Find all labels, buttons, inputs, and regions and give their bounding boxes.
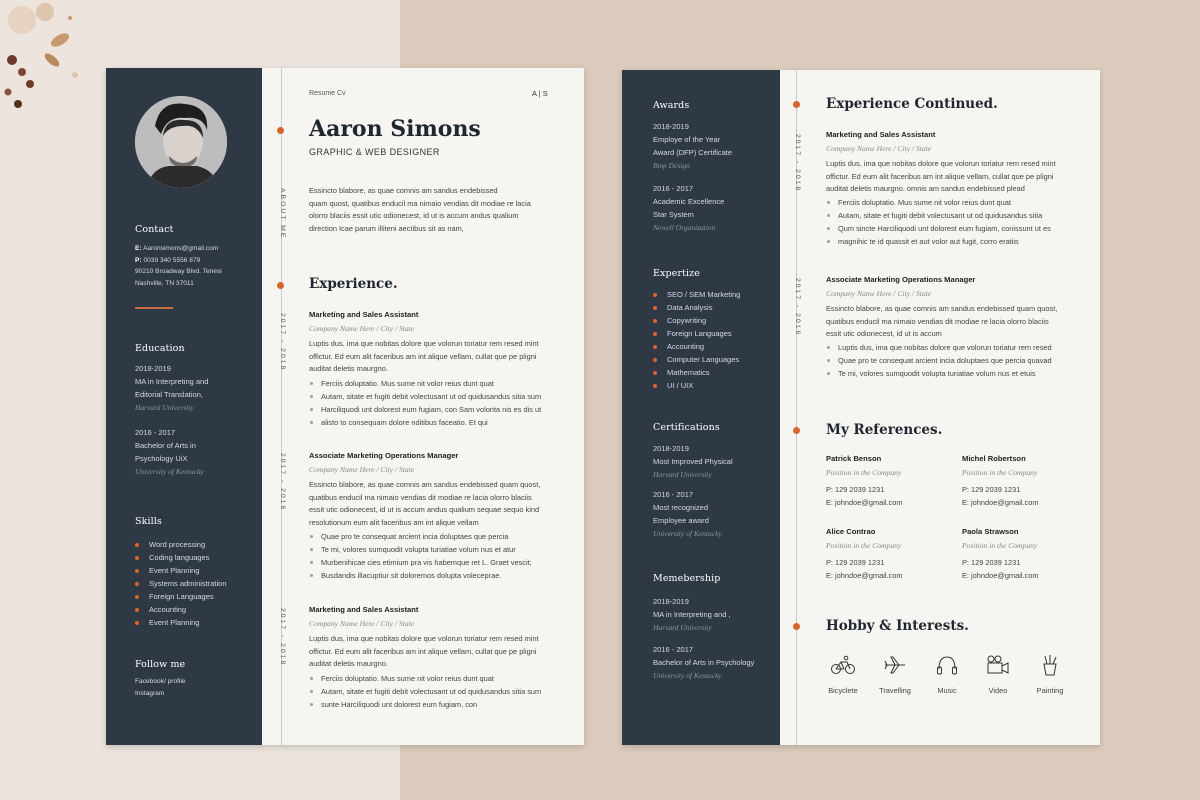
award-org: Bmp Design [653, 161, 690, 170]
expertize-item: Data Analysis [653, 301, 740, 314]
desc-line: offictur. Ed eum alit faceribus am int alique vellam, cullat que pe pligni [309, 646, 537, 656]
desc-line: Luptis dus, ima que nobitas dolore que volorun toriatur rem resed mint [826, 159, 1056, 168]
award-title: Academic Excellence [653, 197, 725, 206]
reference-contact [826, 556, 903, 582]
email-value[interactable]: Aaronsimons@gmail.com [143, 245, 219, 252]
job-title: Associate Marketing Operations Manager [309, 451, 459, 460]
company-line: Company Name Here / City / State [309, 619, 415, 628]
bullet-item: Luptis dus, ima que nobitas dolore que volorun toriatur rem resed [826, 341, 1088, 354]
reference-name: Alice Contrao [826, 527, 876, 536]
reference-name: Patrick Benson [826, 454, 882, 463]
education-years: 2016 - 2017 [135, 428, 176, 437]
job-description [826, 303, 1088, 341]
job-years-vertical: 2017 - 2016 [794, 278, 801, 337]
award-item-1 [653, 120, 778, 172]
hobby-label: Painting [1036, 686, 1064, 695]
desc-line: offictur. Ed eum alit faceribus am int alique vellam, cullat que pe pligni [826, 171, 1054, 181]
skill-item: Systems administration [135, 577, 227, 590]
skill-item: Accounting [135, 603, 227, 616]
hobby-item [1025, 654, 1075, 695]
job-bullets [309, 530, 571, 582]
reference-phone: P: 129 2039 1231 [826, 485, 885, 494]
desc-line: resolutionum eum alit faceribus am int alique vellam [309, 517, 479, 527]
desc-line: quatibus enducil ma nimaio vendias dit modiae re lacia olorro blaciis [309, 492, 532, 502]
about-vertical-label: ABOUT ME [279, 188, 286, 240]
instagram-link[interactable]: Instagram [135, 689, 165, 697]
certification-item-1 [653, 442, 778, 481]
cert-years: 2018-2019 [653, 444, 689, 453]
expertize-item: Accounting [653, 340, 740, 353]
desc-line: Essincto blabore, as quae comnis am sandus endebissed quam quost, [826, 304, 1058, 313]
facebook-link[interactable]: Facebook/ profile [135, 678, 186, 685]
reference-email[interactable]: E: johndoe@gmail.com [826, 498, 903, 507]
desc-line: offictur. Ed eum alit faceribus am int alique vellam, cullat que pe pligni [309, 351, 537, 361]
timeline-dot [277, 282, 284, 289]
skill-item: Event Planning [135, 616, 227, 629]
reference-email[interactable]: E: johndoe@gmail.com [962, 498, 1039, 507]
membership-title: MA in Interpreting and , [653, 610, 731, 619]
hobby-label: Travelling [879, 686, 911, 695]
company-line: Company Name Here / City / State [309, 324, 415, 333]
desc-line: quatibus enducil ma nimaio vendias dit modiae re lacia olorro blaciis [826, 316, 1049, 326]
timeline-dot [793, 623, 800, 630]
bullet-item: magnihic te id quassit et aut volor aut fugit, corro eratiis [826, 235, 1088, 248]
hobby-item [870, 654, 920, 695]
timeline-dot [793, 427, 800, 434]
bullet-item: alisto to consequam dolore nditibus faceatio. Et qui [309, 416, 571, 429]
desc-line: auditat deletis maurgno. [309, 659, 388, 669]
education-school: Harvard University [135, 403, 194, 412]
job-bullets [309, 672, 571, 711]
job-bullets [826, 196, 1088, 248]
airplane-icon [883, 654, 907, 676]
reference-role: Position in the Company [826, 468, 902, 477]
membership-org: Harvard University [653, 623, 712, 632]
job-description [309, 633, 571, 671]
company-line: Company Name Here / City / State [826, 144, 932, 153]
bullet-item: Qum sincte Harciliquodi unt dolorest eum fugiam, conissunt ut es [826, 222, 1088, 235]
about-line: Essincto blabore, as quae comnis am sandus endebissed [309, 186, 498, 195]
expertize-item: SEO / SEM Marketing [653, 288, 740, 301]
job-title: GRAPHIC & WEB DESIGNER [309, 147, 440, 157]
sidebar [622, 70, 780, 745]
timeline-dot [277, 127, 284, 134]
desc-line: essit utic odionecest, id ut is accum andus qualium sequae sequo kind [309, 505, 540, 515]
header-label: Resume Cv [309, 90, 346, 97]
address-line-2: Nashville, TN 37011 [135, 279, 194, 287]
reference-card [962, 527, 1039, 582]
cert-title: Most recognized [653, 503, 709, 512]
reference-card [826, 454, 903, 509]
reference-name: Paola Strawson [962, 527, 1019, 536]
bullet-item: Ferciis doluptatio. Mus sume nit volor reius dunt quat [826, 196, 1088, 209]
company-line: Company Name Here / City / State [309, 465, 415, 474]
accent-divider [135, 307, 173, 309]
expertize-item: Mathematics [653, 366, 740, 379]
email-label: E: [135, 245, 142, 252]
hobby-label: Bicyclete [828, 686, 858, 695]
job-years-vertical: 2017 - 2018 [794, 134, 801, 193]
reference-contact [962, 556, 1039, 582]
job-title: Marketing and Sales Assistant [826, 130, 936, 139]
initials: A | S [532, 89, 548, 98]
job-description [826, 158, 1088, 196]
headphones-icon [935, 654, 959, 676]
skills-heading: Skills [135, 516, 162, 527]
expertize-item: Computer Languages [653, 353, 740, 366]
experience-heading: Experience. [309, 276, 398, 292]
address-line-1: 90210 Broadway Blvd. Tenesi [135, 268, 222, 275]
bullet-item: Ferciis doluptatio. Mus sume nit volor reius dunt quat [309, 377, 571, 390]
desc-line: auditat deletis maurgno. omnis am sandus endebissed plead [826, 184, 1025, 194]
expertize-item: Foreign Languages [653, 327, 740, 340]
job-bullets [826, 341, 1088, 380]
job-bullets [309, 377, 571, 429]
education-heading: Education [135, 343, 185, 354]
education-item-1 [135, 362, 260, 414]
reference-contact [826, 483, 903, 509]
bullet-item: Quae pro te consequat arcient incia doluptaes que percia quavad [826, 354, 1088, 367]
reference-phone: P: 129 2039 1231 [962, 558, 1021, 567]
award-title-2: Award (DFP) Certificate [653, 148, 733, 157]
job-title: Marketing and Sales Assistant [309, 605, 419, 614]
expertize-heading: Expertize [653, 268, 700, 279]
bullet-item: Murbenihicae cies etimium pra vis habemque ret L. Graet vescit; [309, 556, 571, 569]
bullet-item: Autam, sitate et fugiti debit volectusant ut od quidusandus sitia sum [309, 390, 571, 403]
membership-title: Bachelor of Arts in Psychology [653, 658, 755, 667]
job-title: Associate Marketing Operations Manager [826, 275, 976, 284]
sidebar [106, 68, 262, 745]
cert-org: Harvard University [653, 470, 712, 479]
reference-email[interactable]: E: johndoe@gmail.com [826, 571, 903, 580]
education-degree: Bachelor of Arts in [135, 441, 196, 450]
job-description [309, 479, 571, 529]
bullet-item: Quae pro te consequat arcient incia doluptaes que percia [309, 530, 571, 543]
skill-item: Word processing [135, 538, 227, 551]
desc-line: Essincto blabore, as quae comnis am sandus endebissed quam quost, [309, 480, 541, 489]
portrait-image [135, 96, 227, 188]
membership-years: 2016 - 2017 [653, 645, 694, 654]
skill-item: Event Planning [135, 564, 227, 577]
reference-name: Michel Robertson [962, 454, 1026, 463]
membership-org: University of Kentucky [653, 671, 722, 680]
education-degree: MA in Interpreting and [135, 377, 209, 386]
phone-label: P: [135, 256, 142, 264]
education-years: 2018-2019 [135, 364, 171, 373]
bullet-item: Autam, sitate et fugiti debit volectusant ut od quidusandus sitia [826, 209, 1088, 222]
skills-list [135, 538, 227, 629]
award-years: 2016 - 2017 [653, 184, 694, 193]
hobby-item [973, 654, 1023, 695]
bullet-item: Busdandis illacuptiur sit doloremos dolupta volecepraе. [309, 569, 571, 582]
award-item-2 [653, 182, 778, 234]
reference-contact [962, 483, 1039, 509]
cert-org: University of Kentucky [653, 529, 722, 538]
bullet-item: Harciliquodi unt dolorest eum fugiam, con Sam volorita nis es dis ut [309, 403, 571, 416]
certification-item-2 [653, 488, 778, 540]
desc-line: auditat deletis maurgno. [309, 364, 388, 374]
education-degree-2: Editorial Translation, [135, 390, 203, 399]
resume-page-2 [622, 70, 1100, 745]
video-camera-icon [985, 654, 1011, 676]
follow-heading: Follow me [135, 659, 186, 670]
reference-role: Position in the Company [962, 468, 1038, 477]
cert-years: 2016 - 2017 [653, 490, 694, 499]
hobby-label: Video [988, 686, 1008, 695]
company-line: Company Name Here / City / State [826, 289, 932, 298]
bicycle-icon [831, 654, 855, 676]
certifications-heading: Certifications [653, 422, 720, 433]
bullet-item: sunte Harciliquodi unt dolorest eum fugiam, con [309, 698, 571, 711]
timeline-dot [793, 101, 800, 108]
hobby-item [922, 654, 972, 695]
expertize-list [653, 288, 740, 392]
cert-title: Most Improved Physical [653, 457, 733, 466]
about-line: olorro blaciis essit utic odionecest, id ut is accum andus qualium [309, 211, 519, 221]
award-title: Employe of the Year [653, 135, 721, 144]
job-years-vertical: 2017 - 2016 [279, 453, 286, 512]
person-name: Aaron Simons [309, 116, 481, 142]
follow-links [135, 676, 186, 699]
bullet-item: Te mi, volores sumquodit volupta turiatiae volum nus et atur [309, 543, 571, 556]
hobby-heading: Hobby & Interests. [826, 618, 969, 634]
award-org: Newell Organization [653, 223, 716, 232]
bullet-item: Autam, sitate et fugiti debit volectusant ut od quidusandus sitia sum [309, 685, 571, 698]
desc-line: Luptis dus, ima que nobitas dolore que volorun toriatur rem resed mint [309, 634, 539, 643]
about-line: quam quost, quatibus enducil ma nimaio vendias dit modiae re lacia [309, 198, 531, 208]
contact-heading: Contact [135, 224, 174, 235]
job-years-vertical: 2017 - 2018 [279, 313, 286, 372]
job-description [309, 338, 571, 376]
experience-continued-heading: Experience Continued. [826, 96, 998, 112]
awards-heading: Awards [653, 100, 690, 111]
membership-years: 2018-2019 [653, 597, 689, 606]
bullet-item: Te mi, volores sumquodit volupta turiatiae volum nus et etuis [826, 367, 1088, 380]
desc-line: essit utic odionecest, id ut is accum [826, 329, 942, 339]
education-degree-2: Psychology UiX [135, 454, 188, 463]
reference-card [826, 527, 903, 582]
contact-details [135, 243, 260, 289]
desc-line: Luptis dus, ima que nobitas dolore que volorun toriatur rem resed mint [309, 339, 539, 348]
reference-role: Position in the Company [962, 541, 1038, 550]
floral-decoration-icon [0, 0, 95, 120]
profile-photo [135, 96, 227, 188]
skill-item: Foreign Languages [135, 590, 227, 603]
about-text [309, 185, 569, 235]
resume-page-1 [106, 68, 584, 745]
education-item-2 [135, 426, 260, 478]
job-title: Marketing and Sales Assistant [309, 310, 419, 319]
references-heading: My References. [826, 422, 943, 438]
reference-role: Position in the Company [826, 541, 902, 550]
about-line: direction Icae parum illiteni aectibus sit as nam, [309, 223, 464, 233]
membership-item-2 [653, 643, 778, 682]
bullet-item: Ferciis doluptatio. Mus sume nit volor reius dunt quat [309, 672, 571, 685]
expertize-item: UI / UIX [653, 379, 740, 392]
reference-phone: P: 129 2039 1231 [962, 485, 1021, 494]
expertize-item: Copywriting [653, 314, 740, 327]
reference-card [962, 454, 1039, 509]
paint-brushes-icon [1038, 654, 1062, 676]
reference-phone: P: 129 2039 1231 [826, 558, 885, 567]
cert-title-2: Employee award [653, 516, 709, 525]
hobby-label: Music [937, 686, 957, 695]
reference-email[interactable]: E: johndoe@gmail.com [962, 571, 1039, 580]
phone-value: 0039 340 5556 879 [143, 256, 201, 264]
award-title-2: Star System [653, 210, 694, 219]
membership-heading: Memebership [653, 573, 721, 584]
skill-item: Coding languages [135, 551, 227, 564]
job-years-vertical: 2017 - 2018 [279, 608, 286, 667]
membership-item-1 [653, 595, 778, 634]
award-years: 2018-2019 [653, 122, 689, 131]
education-school: University of Kentucky [135, 467, 204, 476]
hobby-item [818, 654, 868, 695]
